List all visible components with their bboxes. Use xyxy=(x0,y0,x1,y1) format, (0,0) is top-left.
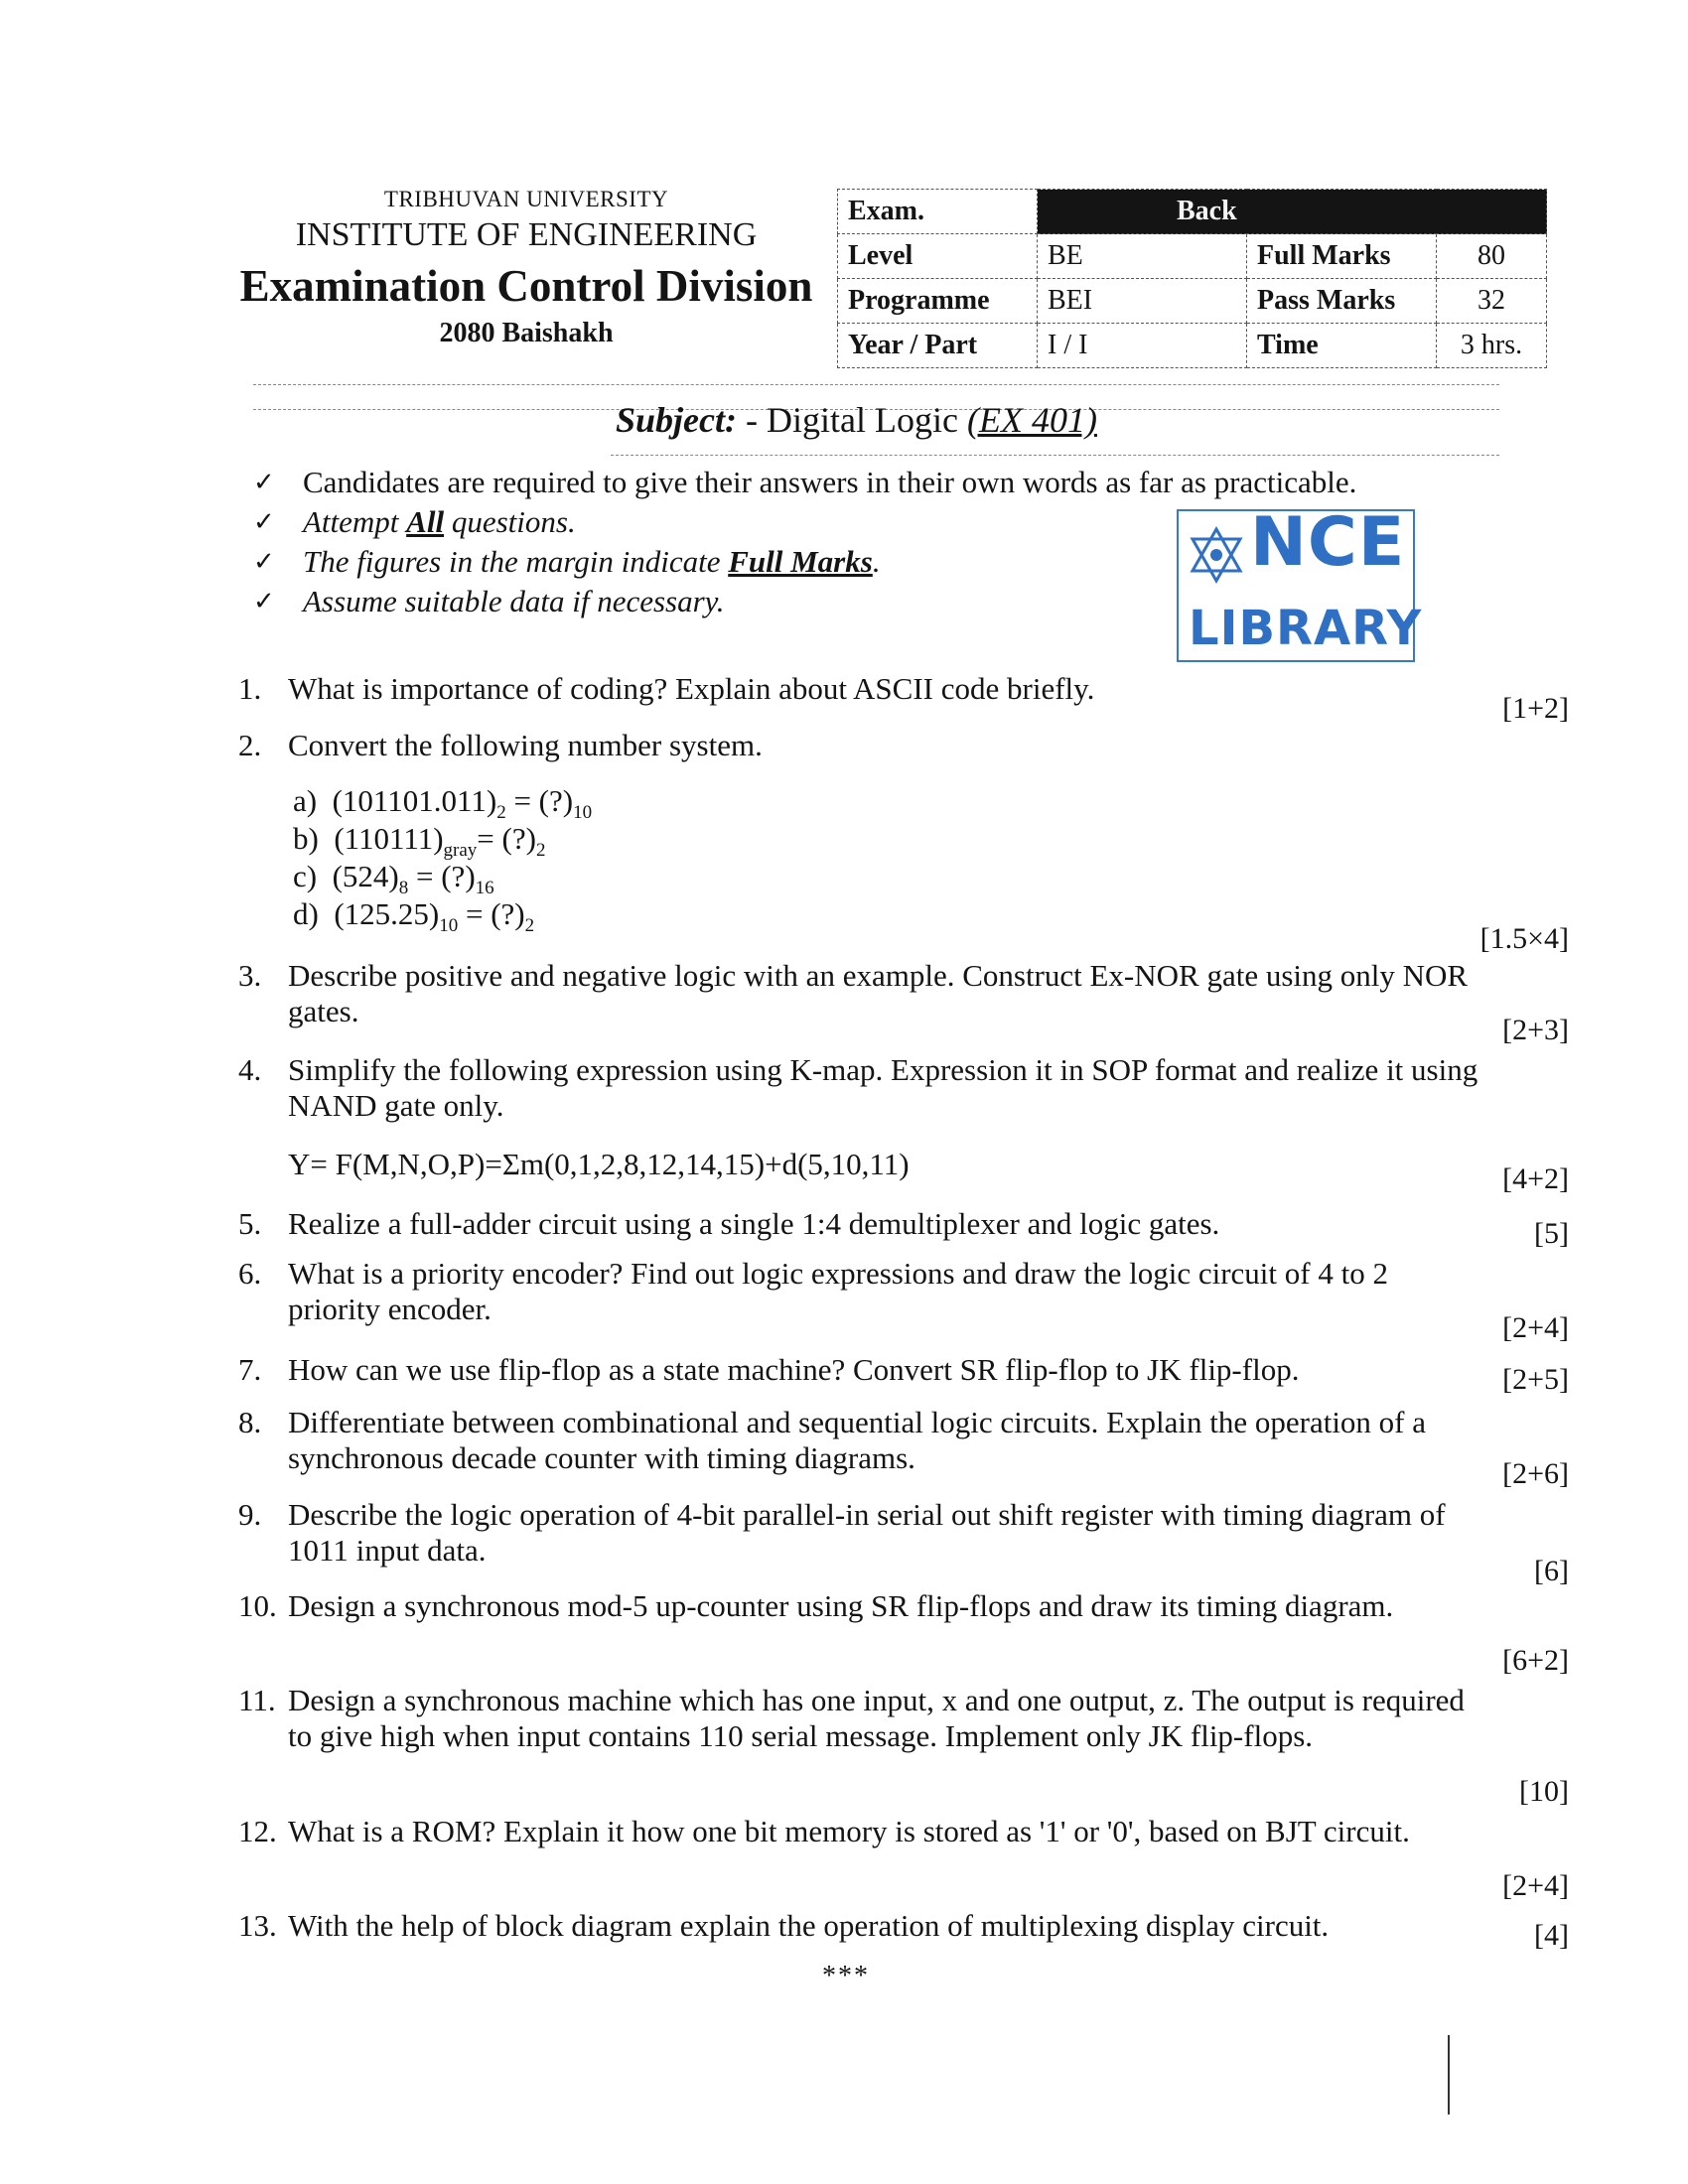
instruction-text: questions. xyxy=(444,504,576,539)
question-text: Convert the following number system. xyxy=(288,728,763,762)
part-label: d) xyxy=(293,896,319,931)
exam-value: Back xyxy=(1038,190,1547,234)
instruction-text: The figures in the margin indicate xyxy=(303,544,729,579)
question-text: What is a ROM? Explain it how one bit memory is stored as '1' or '0', based on BJT circuit. xyxy=(288,1814,1410,1848)
university-name: TRIBHUVAN UNIVERSITY xyxy=(383,187,669,211)
question-marks: [2+6] xyxy=(1502,1457,1569,1490)
question-number: 2. xyxy=(238,728,262,762)
instruction-text: Candidates are required to give their answers in their own words as far as practicable. xyxy=(303,465,1357,499)
question-text: Realize a full-adder circuit using a single 1:4 demultiplexer and logic gates. xyxy=(288,1206,1220,1241)
q2-part-d xyxy=(293,895,592,937)
part-base: 2 xyxy=(524,915,535,937)
question-number: 5. xyxy=(238,1206,262,1241)
question-1 xyxy=(238,671,1569,725)
question-text: Simplify the following expression using K-map. Expression it in SOP format and realize it using NAND gate only. xyxy=(288,1052,1478,1123)
question-number: 12. xyxy=(238,1814,277,1848)
question-number: 11. xyxy=(238,1683,276,1717)
division-name: Examination Control Division xyxy=(239,261,813,311)
subject-dash: - xyxy=(737,400,767,440)
year-part-value: I / I xyxy=(1038,324,1247,368)
question-6 xyxy=(238,1256,1569,1344)
question-text: What is importance of coding? Explain about ASCII code briefly. xyxy=(288,671,1095,706)
question-marks: [4] xyxy=(1534,1919,1569,1952)
exam-session: 2080 Baishakh xyxy=(439,318,614,348)
question-number: 8. xyxy=(238,1405,262,1439)
level-value: BE xyxy=(1038,234,1247,279)
question-number: 13. xyxy=(238,1908,277,1943)
question-text: Describe positive and negative logic with an example. Construct Ex-NOR gate using only NOR gates. xyxy=(288,958,1469,1028)
question-text: Design a synchronous mod-5 up-counter using SR flip-flops and draw its timing diagram. xyxy=(288,1588,1394,1623)
part-base: gray xyxy=(443,840,478,862)
question-number: 7. xyxy=(238,1352,262,1387)
question-number: 3. xyxy=(238,958,262,993)
subject-label: Subject: xyxy=(616,400,737,440)
margin-mark xyxy=(1448,2035,1450,2115)
exam-info-table xyxy=(837,189,1547,368)
check-icon: ✓ xyxy=(253,547,275,577)
question-marks: [2+4] xyxy=(1502,1869,1569,1902)
q4-expression: Y= F(M,N,O,P)=Σm(0,1,2,8,12,14,15)+d(5,10,11) xyxy=(288,1147,910,1181)
question-number: 6. xyxy=(238,1256,262,1291)
question-marks: [2+3] xyxy=(1502,1014,1569,1046)
part-value: = (?) xyxy=(408,859,476,893)
question-text: How can we use flip-flop as a state machine? Convert SR flip-flop to JK flip-flop. xyxy=(288,1352,1300,1387)
programme-value: BEI xyxy=(1038,279,1247,324)
question-13 xyxy=(238,1908,1569,1952)
instruction-text: . xyxy=(872,544,881,579)
part-value: = (?) xyxy=(505,783,574,818)
divider-top xyxy=(253,384,1499,385)
pass-marks-label: Pass Marks xyxy=(1247,279,1437,324)
part-value: (524) xyxy=(332,859,399,893)
instruction-emphasis: Full Marks xyxy=(728,544,873,579)
pass-marks-value: 32 xyxy=(1437,279,1547,324)
part-base: 10 xyxy=(439,915,459,937)
instruction-text: Assume suitable data if necessary. xyxy=(303,584,725,618)
question-number: 1. xyxy=(238,671,262,706)
q2-part-c xyxy=(293,858,592,899)
question-marks: [5] xyxy=(1534,1217,1569,1250)
instruction-emphasis: All xyxy=(406,504,445,539)
instruction-text: Attempt xyxy=(303,504,407,539)
question-marks: [2+5] xyxy=(1502,1363,1569,1396)
question-number: 9. xyxy=(238,1497,262,1532)
star-emblem-icon xyxy=(1187,525,1246,585)
part-value: (125.25) xyxy=(334,896,440,931)
part-base: 16 xyxy=(475,878,494,899)
question-12 xyxy=(238,1814,1569,1902)
q2-parts xyxy=(293,782,593,937)
instruction-item xyxy=(253,463,1356,502)
subject-name: Digital Logic xyxy=(767,400,958,440)
part-value: = (?) xyxy=(458,896,525,931)
question-marks: [4+2] xyxy=(1502,1162,1569,1195)
part-label: b) xyxy=(293,821,319,856)
part-base: 8 xyxy=(398,878,409,899)
part-base: 2 xyxy=(535,840,546,862)
end-mark: *** xyxy=(822,1961,870,1991)
question-marks: [1.5×4] xyxy=(1479,922,1569,955)
question-number: 10. xyxy=(238,1588,277,1623)
year-part-label: Year / Part xyxy=(838,324,1038,368)
question-11 xyxy=(238,1683,1569,1808)
institute-name: INSTITUTE OF ENGINEERING xyxy=(295,216,758,253)
part-value: (101101.011) xyxy=(332,783,497,818)
question-text: Differentiate between combinational and sequential logic circuits. Explain the operation of a synchronous decade counter with timing diagrams. xyxy=(288,1405,1427,1475)
check-icon: ✓ xyxy=(253,587,275,616)
subject-code: (EX 401) xyxy=(966,400,1097,440)
subject-line xyxy=(616,399,1097,441)
part-label: a) xyxy=(293,783,318,818)
check-icon: ✓ xyxy=(253,507,275,537)
question-text: What is a priority encoder? Find out logic expressions and draw the logic circuit of 4 to 2 priority encoder. xyxy=(288,1256,1388,1326)
part-value: = (?) xyxy=(477,821,536,856)
time-label: Time xyxy=(1247,324,1437,368)
divider-bottom xyxy=(611,455,1499,456)
q2-part-b xyxy=(293,820,592,862)
question-7 xyxy=(238,1352,1569,1396)
question-marks: [2+4] xyxy=(1502,1311,1569,1344)
full-marks-value: 80 xyxy=(1437,234,1547,279)
part-label: c) xyxy=(293,859,318,893)
part-value: (110111) xyxy=(334,821,444,856)
stamp-top-text: NCE xyxy=(1250,503,1406,582)
q2-part-a xyxy=(293,782,593,824)
question-marks: [6+2] xyxy=(1502,1644,1569,1677)
question-text: Describe the logic operation of 4-bit parallel-in serial out shift register with timing diagram of 1011 input data. xyxy=(288,1497,1446,1568)
question-marks: [6] xyxy=(1534,1555,1569,1587)
check-icon: ✓ xyxy=(253,468,275,497)
programme-label: Programme xyxy=(838,279,1038,324)
question-10 xyxy=(238,1588,1569,1677)
question-9 xyxy=(238,1497,1569,1587)
full-marks-label: Full Marks xyxy=(1247,234,1437,279)
level-label: Level xyxy=(838,234,1038,279)
exam-header xyxy=(228,187,824,349)
library-stamp xyxy=(1177,503,1423,662)
question-number: 4. xyxy=(238,1052,262,1087)
question-5 xyxy=(238,1206,1569,1250)
part-base: 2 xyxy=(496,802,506,824)
time-value: 3 hrs. xyxy=(1437,324,1547,368)
question-marks: [10] xyxy=(1519,1775,1569,1808)
question-marks: [1+2] xyxy=(1502,692,1569,725)
question-8 xyxy=(238,1405,1569,1490)
stamp-bottom-text: LIBRARY xyxy=(1189,601,1423,656)
question-text: With the help of block diagram explain the operation of multiplexing display circuit. xyxy=(288,1908,1330,1943)
question-3 xyxy=(238,958,1569,1046)
exam-label: Exam. xyxy=(838,190,1038,234)
part-base: 10 xyxy=(573,802,593,824)
question-text: Design a synchronous machine which has one input, x and one output, z. The output is required to give high when input contains 110 serial message. Implement only JK flip-flops. xyxy=(288,1683,1465,1753)
